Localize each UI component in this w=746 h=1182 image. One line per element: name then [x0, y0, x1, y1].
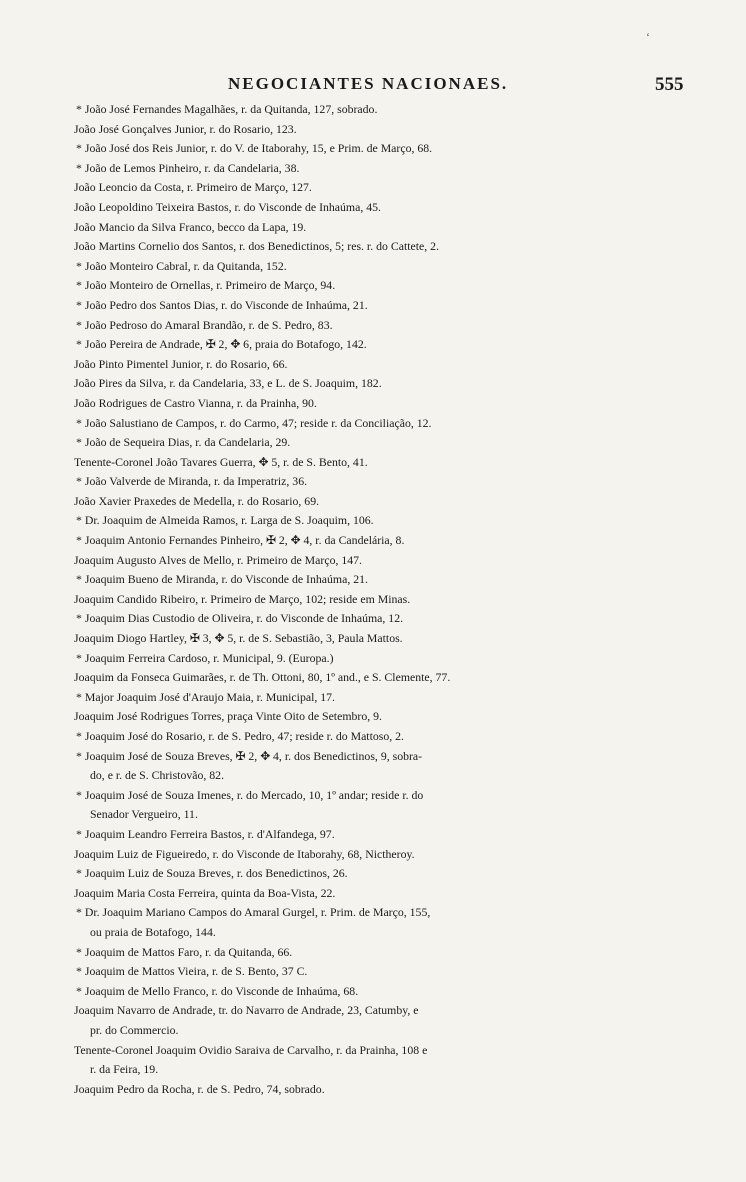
directory-entry: * Joaquim Leandro Ferreira Bastos, r. d'Alfandega, 97. [76, 826, 335, 841]
directory-entry: * João Monteiro de Ornellas, r. Primeiro de Março, 94. [76, 278, 336, 293]
directory-entry: * João José Fernandes Magalhães, r. da Quitanda, 127, sobrado. [76, 102, 378, 116]
directory-entry: Tenente-Coronel Joaquim Ovidio Saraiva de Carvalho, r. da Prainha, 108 e [74, 1042, 428, 1057]
page-number: 555 [655, 74, 684, 95]
directory-entry: Joaquim Navarro de Andrade, tr. do Navarro de Andrade, 23, Catumby, e [74, 1003, 419, 1018]
directory-entry: * João de Sequeira Dias, r. da Candelaria, 29. [76, 435, 291, 450]
directory-entry: Tenente-Coronel João Tavares Guerra, ✥ 5, r. de S. Bento, 41. [74, 454, 368, 469]
directory-entry: * Joaquim de Mattos Vieira, r. de S. Bento, 37 C. [76, 964, 308, 979]
directory-entry: * João Salustiano de Campos, r. do Carmo, 47; reside r. da Conciliação, 12. [76, 415, 432, 430]
directory-entry: * Joaquim José do Rosario, r. de S. Pedro, 47; reside r. do Mattoso, 2. [76, 729, 404, 743]
directory-entry: Joaquim Augusto Alves de Mello, r. Primeiro de Março, 147. [74, 552, 363, 567]
directory-entry: * Joaquim Bueno de Miranda, r. do Visconde de Inhaúma, 21. [76, 572, 368, 587]
directory-entry: * João Pereira de Andrade, ✠ 2, ✥ 6, praia do Botafogo, 142. [76, 337, 367, 352]
directory-entry: João Leopoldino Teixeira Bastos, r. do Visconde de Inhaúma, 45. [74, 199, 381, 214]
entry-continuation: do, e r. de S. Christovão, 82. [90, 768, 225, 783]
directory-entry: * Joaquim de Mattos Faro, r. da Quitanda, 66. [76, 944, 293, 959]
corner-mark: ʻ [646, 30, 650, 44]
directory-entry: * Joaquim José de Souza Breves, ✠ 2, ✥ 4, r. dos Benedictinos, 9, sobra- [76, 748, 423, 763]
directory-entry: * Joaquim José de Souza Imenes, r. do Mercado, 10, 1º andar; reside r. do [76, 787, 424, 802]
directory-entry: Joaquim Pedro da Rocha, r. de S. Pedro, 74, sobrado. [74, 1081, 325, 1096]
entry-continuation: Senador Vergueiro, 11. [90, 807, 198, 822]
entry-continuation: r. da Feira, 19. [90, 1062, 159, 1077]
entry-continuation: ou praia de Botafogo, 144. [90, 924, 216, 939]
directory-entry: * João Pedro dos Santos Dias, r. do Visconde de Inhaúma, 21. [76, 297, 368, 312]
directory-entry: Joaquim Diogo Hartley, ✠ 3, ✥ 5, r. de S. Sebastião, 3, Paula Mattos. [74, 631, 403, 646]
directory-entry: * Joaquim Antonio Fernandes Pinheiro, ✠ 2, ✥ 4, r. da Candelária, 8. [76, 533, 405, 548]
directory-entry: * João Pedroso do Amaral Brandão, r. de S. Pedro, 83. [76, 317, 333, 332]
directory-entry: João Pinto Pimentel Junior, r. do Rosario, 66. [74, 356, 288, 371]
directory-entry: * Major Joaquim José d'Araujo Maia, r. Municipal, 17. [76, 689, 335, 704]
directory-entry: * João Valverde de Miranda, r. da Imperatriz, 36. [76, 474, 308, 489]
directory-entry: João José Gonçalves Junior, r. do Rosario, 123. [74, 121, 297, 136]
directory-entry: Joaquim José Rodrigues Torres, praça Vinte Oito de Setembro, 9. [74, 709, 382, 724]
page-header [0, 74, 746, 98]
directory-entry: João Leoncio da Costa, r. Primeiro de Março, 127. [74, 180, 312, 195]
directory-entry: * Dr. Joaquim Mariano Campos do Amaral Gurgel, r. Prim. de Março, 155, [76, 905, 431, 920]
directory-entry: * Joaquim Luiz de Souza Breves, r. dos Benedictinos, 26. [76, 866, 348, 881]
directory-entry: * João Monteiro Cabral, r. da Quitanda, 152. [76, 258, 287, 273]
directory-entry: * Joaquim Ferreira Cardoso, r. Municipal, 9. (Europa.) [76, 650, 334, 665]
directory-entry: João Mancio da Silva Franco, becco da Lapa, 19. [74, 219, 307, 234]
directory-entry: Joaquim Candido Ribeiro, r. Primeiro de Março, 102; reside em Minas. [74, 591, 411, 606]
directory-entry: João Xavier Praxedes de Medella, r. do Rosario, 69. [74, 493, 320, 508]
directory-entry: * João José dos Reis Junior, r. do V. de Itaborahy, 15, e Prim. de Março, 68. [76, 141, 433, 156]
entry-continuation: pr. do Commercio. [90, 1022, 179, 1037]
directory-entry: João Martins Cornelio dos Santos, r. dos Benedictinos, 5; res. r. do Cattete, 2. [74, 239, 440, 254]
directory-entry: * Joaquim Dias Custodio de Oliveira, r. do Visconde de Inhaúma, 12. [76, 611, 404, 626]
directory-entry: * Dr. Joaquim de Almeida Ramos, r. Larga de S. Joaquim, 106. [76, 513, 374, 528]
directory-entry: Joaquim da Fonseca Guimarães, r. de Th. Ottoni, 80, 1º and., e S. Clemente, 77. [74, 670, 451, 685]
directory-entry: * João de Lemos Pinheiro, r. da Candelaria, 38. [76, 160, 300, 175]
page-title: NEGOCIANTES NACIONAES. [228, 74, 509, 93]
directory-entry: Joaquim Luiz de Figueiredo, r. do Visconde de Itaborahy, 68, Nictheroy. [74, 846, 415, 861]
directory-entry: * Joaquim de Mello Franco, r. do Visconde de Inhaúma, 68. [76, 983, 359, 998]
entry-list [74, 100, 714, 1099]
directory-entry: João Pires da Silva, r. da Candelaria, 33, e L. de S. Joaquim, 182. [74, 376, 382, 391]
directory-entry: João Rodrigues de Castro Vianna, r. da Prainha, 90. [74, 395, 317, 410]
directory-entry: Joaquim Maria Costa Ferreira, quinta da Boa-Vista, 22. [74, 885, 336, 900]
